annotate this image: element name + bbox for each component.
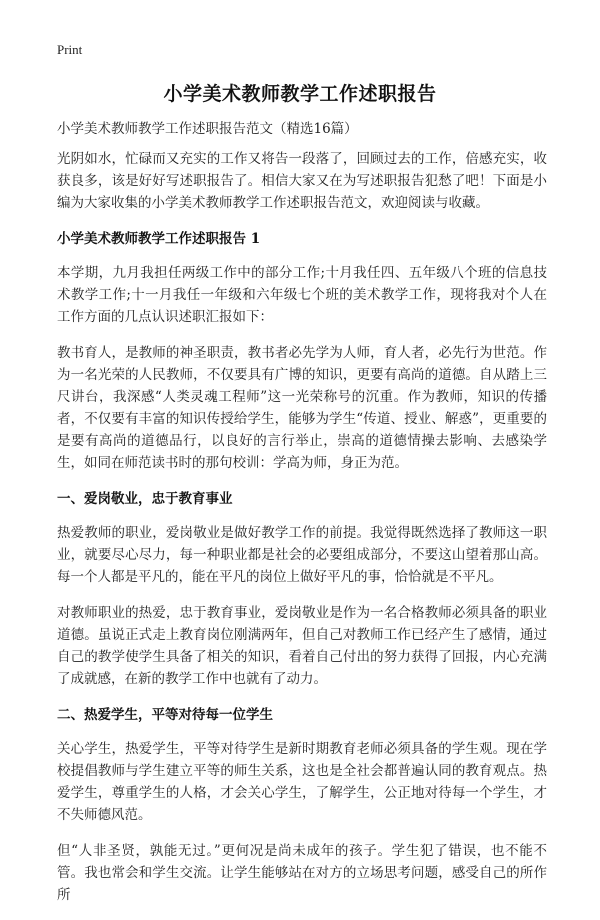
body-paragraph: 教书育人，是教师的神圣职责，教书者必先学为人师，育人者，必先行为世范。作为一名光荣的人民教师，不仅要具有广博的知识，更要有高尚的道德。自从踏上三尺讲台，我深感“人类灵魂工程师”这一光荣称号的沉重。作为教师，知识的传播者，不仅要有丰富的知识传授给学生，能够为学生“传道、授业、解惑”，更重要的是要有高尚的道德品行，以良好的言行举止，崇高的道德情操去影响、去感染学生，如同在师范读书时的那句校训：学高为师，身正为范。 — [57, 345, 547, 471]
document-subtitle: 小学美术教师教学工作述职报告范文（精选16篇） — [57, 121, 358, 137]
body-paragraph: 对教师职业的热爱，忠于教育事业，爱岗敬业是作为一名合格教师必须具备的职业道德。虽说正式走上教育岗位刚满两年，但自己对教师工作已经产生了感情，通过自己的教学使学生具备了相关的知识，看着自己付出的努力获得了回报，内心充满了成就感，在新的教学工作中也就有了动力。 — [57, 605, 547, 687]
intro-paragraph: 光阴如水，忙碌而又充实的工作又将告一段落了，回顾过去的工作，倍感充实，收获良多，该是好好写述职报告了。相信大家又在为写述职报告犯愁了吧！下面是小编为大家收集的小学美术教师教学工作述职报告范文，欢迎阅读与收藏。 — [57, 151, 547, 211]
subsection-heading: 一、爱岗敬业，忠于教育事业 — [57, 491, 233, 507]
body-paragraph: 关心学生，热爱学生，平等对待学生是新时期教育老师必须具备的学生观。现在学校提倡教师与学生建立平等的师生关系，这也是全社会都普遍认同的教育观点。热爱学生，尊重学生的人格，才会关心学生，了解学生，公正地对待每一个学生，才不失师德风范。 — [57, 741, 547, 823]
page-title: 小学美术教师教学工作述职报告 — [163, 83, 437, 105]
section-heading: 小学美术教师教学工作述职报告 1 — [57, 231, 261, 247]
document-body — [57, 148, 547, 920]
body-paragraph: 但“人非圣贤，孰能无过。”更何况是尚未成年的孩子。学生犯了错误，也不能不管。我也常会和学生交流。让学生能够站在对方的立场思考问题，感受自己的所作所 — [57, 843, 547, 903]
print-label[interactable]: Print — [57, 42, 83, 57]
body-paragraph: 热爱教师的职业，爱岗敬业是做好教学工作的前提。我觉得既然选择了教师这一职业，就要尽心尽力，每一种职业都是社会的必要组成部分，不要这山望着那山高。每一个人都是平凡的，能在平凡的岗位上做好平凡的事，恰恰就是不平凡。 — [57, 525, 547, 585]
body-paragraph: 本学期，九月我担任两级工作中的部分工作;十月我任四、五年级八个班的信息技术教学工作;十一月我任一年级和六年级七个班的美术教学工作，现将我对个人在工作方面的几点认识述职汇报如下： — [57, 265, 547, 325]
subsection-heading: 二、热爱学生，平等对待每一位学生 — [57, 707, 273, 723]
